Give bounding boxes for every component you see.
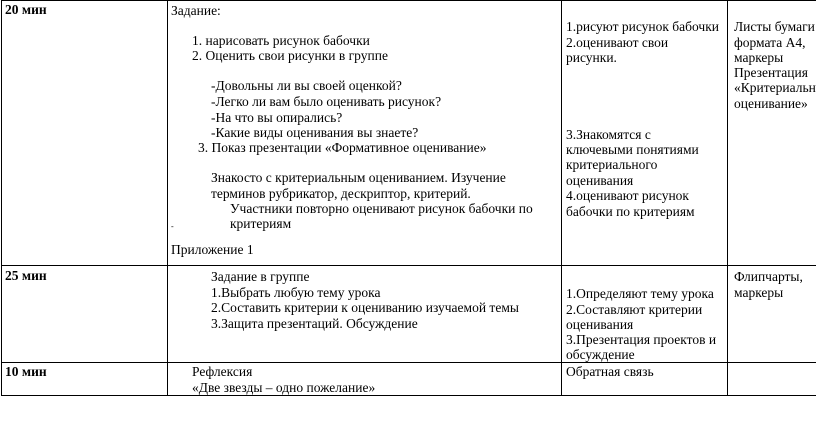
paragraph-line: Знакосто с критериальным оцениванием. Изучение [211,170,506,185]
student-activity-line: 2.Составляют критерии [566,302,703,317]
task-item: 2. Оценить свои рисунки в группе [192,48,388,63]
task-label: Задание в группе [211,269,310,284]
student-activity-line: 1.рисуют рисунок бабочки [566,19,719,34]
student-activity-line: Обратная связь [566,364,654,379]
student-activity-line: 2.оценивают свои [566,35,669,50]
student-activity-line: 3.Знакомятся с [566,127,651,142]
student-activity-line: критериального [566,157,658,172]
student-activity-line: оценивания [566,173,634,188]
row-divider-2 [1,362,816,363]
task-item: 3. Показ презентации «Формативное оценивание» [198,140,487,155]
student-activity-line: бабочки по критериям [566,204,695,219]
column-divider-student [727,0,728,396]
student-activity-line: 1.Определяют тему урока [566,286,714,301]
paragraph-line: критериям [230,216,292,231]
resources-line: Листы бумаги [734,19,815,34]
task-label: Задание: [171,3,221,18]
paragraph-line: терминов рубрикатор, дескриптор, критерий. [211,186,471,201]
student-activity-line: оценивания [566,317,634,332]
time-cell: 10 мин [5,364,47,379]
time-cell: 20 мин [5,2,47,17]
student-activity-line: 3.Презентация проектов и [566,332,717,347]
question-line: -Довольны ли вы своей оценкой? [211,78,402,93]
question-line: -Легко ли вам было оценивать рисунок? [211,94,442,109]
column-divider-left [1,0,2,396]
column-divider-teacher [561,0,562,396]
task-item: 1. нарисовать рисунок бабочки [192,33,370,48]
student-activity-line: ключевыми понятиями [566,142,699,157]
time-cell: 25 мин [5,268,47,283]
table-border-bottom [1,395,816,396]
resources-line: оценивание» [734,96,808,111]
resources-line: «Критериальн [734,80,816,95]
task-item: 1.Выбрать любую тему урока [211,285,381,300]
question-line: -Какие виды оценивания вы знаете? [211,125,419,140]
resources-line: маркеры [734,50,784,65]
question-line: -На что вы опирались? [211,110,343,125]
student-activity-line: обсуждение [566,347,635,362]
row-divider-1 [1,265,816,266]
column-divider-time [167,0,168,396]
paragraph-line: Участники повторно оценивают рисунок бабочки по [230,201,533,216]
dash-mark: - [171,222,174,231]
student-activity-line: рисунки. [566,50,617,65]
task-label: Рефлексия [192,364,253,379]
resources-line: Презентация [734,65,808,80]
task-item: «Две звезды – одно пожелание» [192,380,376,395]
student-activity-line: 4.оценивают рисунок [566,188,689,203]
task-item: 2.Составить критерии к оцениванию изучаемой темы [211,300,519,315]
table-border-top [1,0,816,1]
resources-line: Флипчарты, [734,269,803,284]
appendix-label: Приложение 1 [171,242,254,257]
resources-line: маркеры [734,285,784,300]
resources-line: формата А4, [734,35,806,50]
task-item: 3.Защита презентаций. Обсуждение [211,316,418,331]
